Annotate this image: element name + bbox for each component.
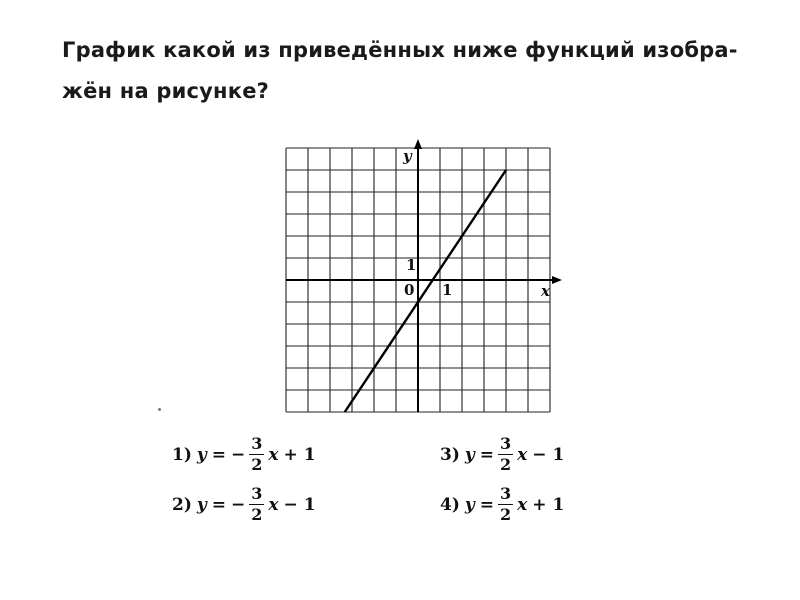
option-3-fraction	[498, 436, 513, 473]
origin-label: 0	[404, 281, 415, 299]
option-2-denominator: 2	[251, 505, 263, 524]
stray-dot	[158, 408, 161, 411]
option-2-number: 2)	[172, 494, 192, 515]
option-4-fraction	[498, 486, 513, 523]
option-2-fraction	[249, 486, 264, 523]
option-1[interactable]	[172, 436, 316, 473]
option-1-denominator: 2	[251, 455, 263, 474]
y-unit-label: 1	[406, 256, 417, 274]
question-line-2: жён на рисунке?	[62, 79, 270, 103]
option-2-x: x	[268, 494, 279, 515]
x-axis-arrow	[552, 276, 562, 284]
question-line-1: График какой из приведённых ниже функций изобра-	[62, 38, 738, 62]
option-3-denominator: 2	[500, 455, 512, 474]
option-4[interactable]	[440, 486, 564, 523]
option-1-number: 1)	[172, 444, 192, 465]
option-2-equals: =	[211, 494, 227, 515]
x-unit-label: 1	[442, 281, 453, 299]
option-3-tail: − 1	[532, 444, 565, 465]
option-2[interactable]	[172, 486, 316, 523]
option-3-y: y	[464, 444, 475, 465]
graph-line	[345, 170, 506, 412]
option-4-number: 4)	[440, 494, 460, 515]
option-4-denominator: 2	[500, 505, 512, 524]
option-3[interactable]	[440, 436, 564, 473]
option-1-tail: + 1	[283, 444, 316, 465]
option-2-numerator: 3	[251, 484, 263, 503]
option-1-x: x	[268, 444, 279, 465]
option-3-equals: =	[479, 444, 495, 465]
option-2-tail: − 1	[283, 494, 316, 515]
option-4-numerator: 3	[500, 484, 512, 503]
option-3-x: x	[517, 444, 528, 465]
option-4-x: x	[517, 494, 528, 515]
option-2-y: y	[196, 494, 207, 515]
option-1-fraction	[249, 436, 264, 473]
option-2-sign: −	[231, 494, 246, 515]
option-1-equals: =	[211, 444, 227, 465]
x-axis-label: x	[541, 282, 550, 300]
option-3-numerator: 3	[500, 434, 512, 453]
option-1-y: y	[196, 444, 207, 465]
y-axis-label: y	[403, 147, 412, 165]
option-4-tail: + 1	[532, 494, 565, 515]
option-3-number: 3)	[440, 444, 460, 465]
option-1-sign: −	[231, 444, 246, 465]
option-1-numerator: 3	[251, 434, 263, 453]
option-4-equals: =	[479, 494, 495, 515]
y-axis-arrow	[414, 139, 422, 149]
option-4-y: y	[464, 494, 475, 515]
